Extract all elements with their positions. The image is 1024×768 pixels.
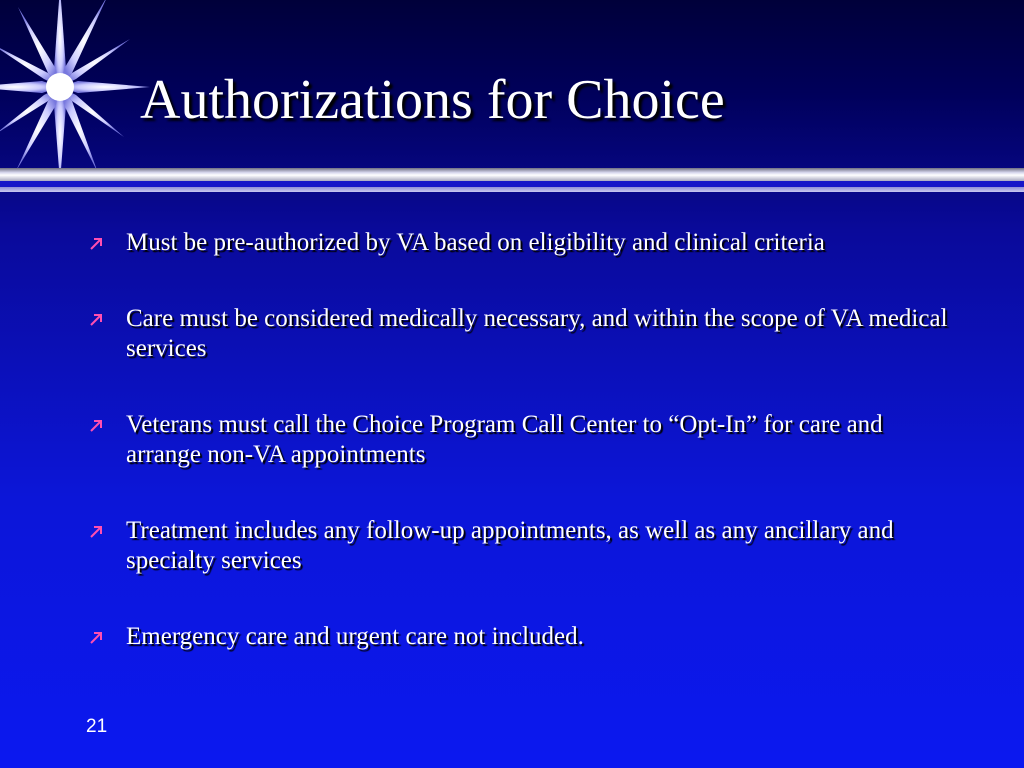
- starburst-icon: [0, 0, 150, 195]
- arrow-up-right-icon: [88, 630, 104, 646]
- arrow-up-right-icon: [88, 524, 104, 540]
- arrow-up-right-icon: [88, 418, 104, 434]
- arrow-up-right-icon: [88, 312, 104, 328]
- bullet-list: [88, 228, 948, 698]
- list-item: [88, 516, 948, 576]
- bullet-text: Veterans must call the Choice Program Call Center to “Opt-In” for care and arrange non-VA appointments: [126, 411, 883, 468]
- bullet-text: Treatment includes any follow-up appointments, as well as any ancillary and specialty services: [126, 517, 894, 574]
- list-item: [88, 228, 948, 258]
- arrow-up-right-icon: [88, 236, 104, 252]
- list-item: [88, 622, 948, 652]
- bullet-text: Must be pre-authorized by VA based on eligibility and clinical criteria: [126, 229, 825, 256]
- page-number: 21: [86, 716, 108, 737]
- list-item: [88, 304, 948, 364]
- list-item: [88, 410, 948, 470]
- bullet-text: Emergency care and urgent care not included.: [126, 623, 584, 650]
- title-divider: [0, 168, 1024, 200]
- bullet-text: Care must be considered medically necessary, and within the scope of VA medical services: [126, 305, 948, 362]
- slide-title: Authorizations for Choice: [140, 69, 725, 131]
